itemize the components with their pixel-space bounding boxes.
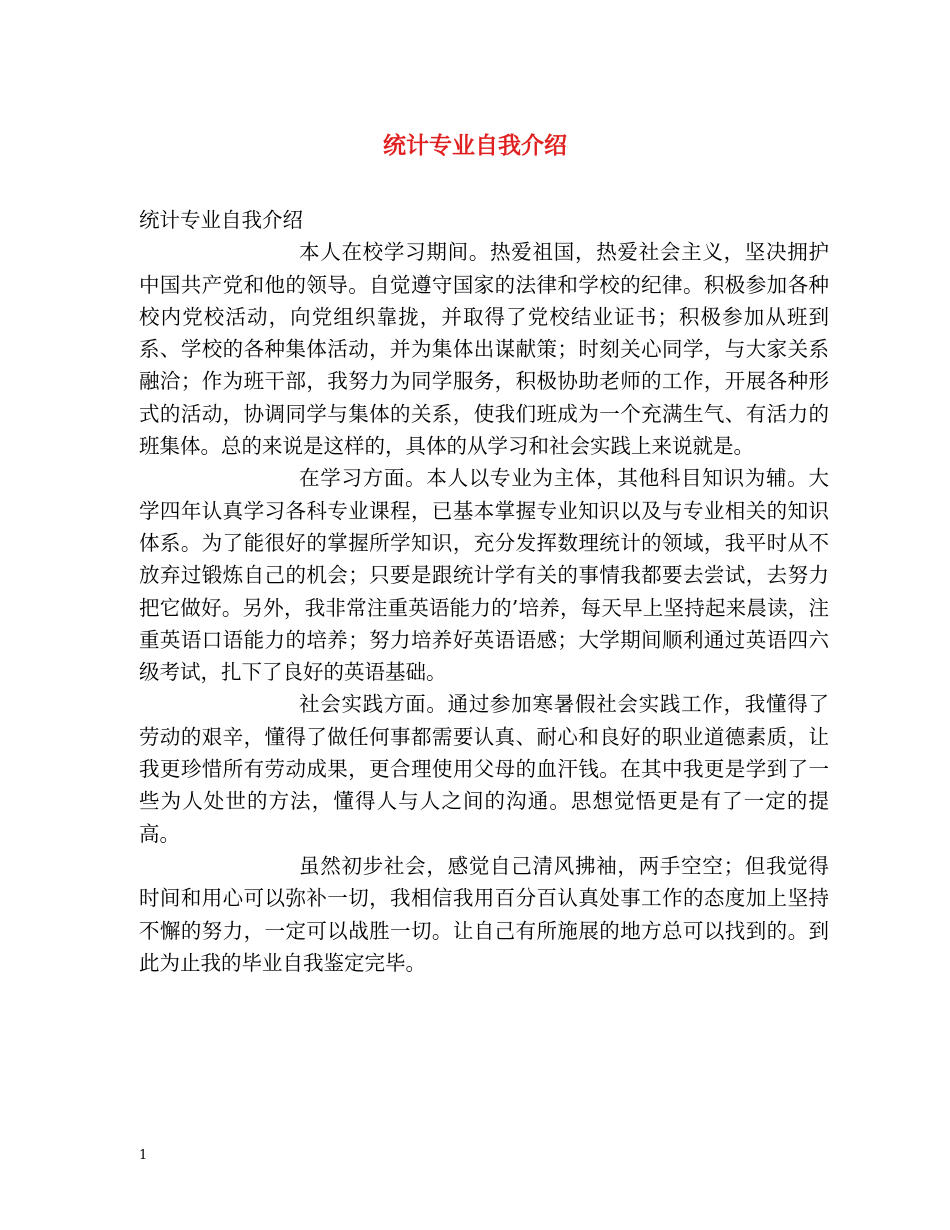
paragraph-conclusion: 虽然初步社会，感觉自己清风拂袖，两手空空；但我觉得时间和用心可以弥补一切，我相信我用百分百认真处事工作的态度加上坚持不懈的努力，一定可以战胜一切。让自己有所施展的地方总可以找到的。到此为止我的毕业自我鉴定完毕。: [139, 853, 829, 975]
document-subtitle: 统计专业自我介绍: [139, 208, 303, 232]
page-number: 1: [139, 1148, 148, 1163]
paragraph-political: 本人在校学习期间。热爱祖国，热爱社会主义，坚决拥护中国共产党和他的领导。自觉遵守国家的法律和学校的纪律。积极参加各种校内党校活动，向党组织靠拢，并取得了党校结业证书；积极参加从班到系、学校的各种集体活动，并为集体出谋献策；时刻关心同学，与大家关系融洽；作为班干部，我努力为同学服务，积极协助老师的工作，开展各种形式的活动，协调同学与集体的关系，使我们班成为一个充满生气、有活力的班集体。总的来说是这样的，具体的从学习和社会实践上来说就是。: [139, 240, 829, 459]
paragraph-social-practice: 社会实践方面。通过参加寒暑假社会实践工作，我懂得了劳动的艰辛，懂得了做任何事都需要认真、耐心和良好的职业道德素质，让我更珍惜所有劳动成果，更合理使用父母的血汗钱。在其中我更是学到了一些为人处世的方法，懂得人与人之间的沟通。思想觉悟更是有了一定的提高。: [139, 692, 829, 846]
document-body: [139, 204, 829, 979]
document-title: 统计专业自我介绍: [383, 132, 567, 159]
paragraph-study: 在学习方面。本人以专业为主体，其他科目知识为辅。大学四年认真学习各科专业课程，已基本掌握专业知识以及与专业相关的知识体系。为了能很好的掌握所学知识，充分发挥数理统计的领域，我平时从不放弃过锻炼自己的机会；只要是跟统计学有关的事情我都要去尝试，去努力把它做好。另外，我非常注重英语能力的’培养，每天早上坚持起来晨读，注重英语口语能力的培养；努力培养好英语语感；大学期间顺利通过英语四六级考试，扎下了良好的英语基础。: [139, 466, 829, 685]
